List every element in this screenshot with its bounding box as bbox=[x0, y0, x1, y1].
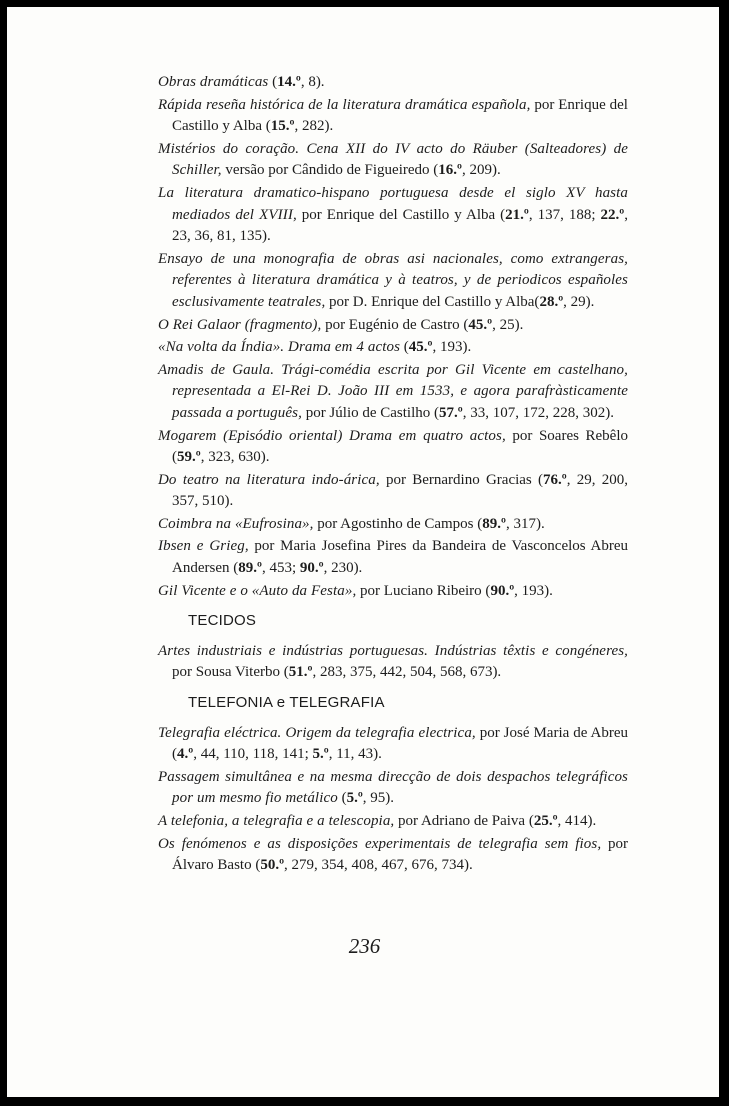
entry-author: por Eugénio de Castro ( bbox=[321, 316, 469, 333]
page-refs: , 23, 36, 81, 135). bbox=[172, 206, 628, 245]
volume-ref: 57.º bbox=[439, 404, 463, 421]
entry-title: Mistérios do coração. Cena XII do IV acto do Räuber (Salteadores) de Schiller, bbox=[158, 140, 628, 179]
entry-author: por Luciano Ribeiro ( bbox=[356, 582, 491, 599]
entry-title: «Na volta da Índia». Drama em 4 actos bbox=[158, 339, 401, 356]
entry bbox=[158, 95, 628, 138]
volume-ref: 76.º bbox=[543, 471, 567, 488]
page-refs: , 29, 200, 357, 510). bbox=[172, 471, 628, 510]
page-number: 236 bbox=[348, 934, 381, 958]
entry-title: Amadis de Gaula. Trági-comédia escrita por Gil Vicente em castelhano, representada a El-Rei D. João III em 1533, e agora parafràsticamente passada a português, bbox=[158, 361, 628, 421]
entry-title: A telefonia, a telegrafia e a telescopia, bbox=[158, 813, 395, 829]
volume-ref: 14.º bbox=[277, 74, 301, 90]
entry-title: Ensayo de una monografia de obras asi nacionales, como extrangeras, referentes à literatura dramática y à teatros, y de periodicos españoles esclusivamente teatrales, bbox=[158, 250, 628, 310]
page-refs: , 209). bbox=[461, 162, 501, 179]
page-refs: , 95). bbox=[362, 790, 395, 807]
entry-author: por Júlio de Castilho ( bbox=[301, 404, 440, 421]
volume-ref: 22.º bbox=[600, 206, 625, 223]
entry-author: por Sousa Viterbo ( bbox=[172, 664, 289, 681]
volume-ref: 59.º bbox=[177, 449, 201, 466]
page-refs: , 414). bbox=[557, 813, 597, 829]
entry-title: Passagem simultânea e na mesma direcção de dois despachos telegráficos por um mesmo fio metálico bbox=[158, 768, 628, 807]
entry bbox=[158, 315, 628, 337]
volume-ref: 5.º bbox=[346, 790, 363, 807]
entry-title: Obras dramáticas bbox=[158, 74, 269, 90]
entry bbox=[158, 337, 628, 359]
entry-author: por Maria Josefina Pires da Bandeira de Vasconcelos Abreu Andersen ( bbox=[172, 538, 628, 577]
entry-author: ( bbox=[268, 74, 278, 90]
bibliography-content bbox=[158, 72, 628, 878]
volume-ref: 4.º bbox=[177, 746, 194, 763]
volume-ref: 89.º bbox=[238, 560, 262, 577]
page-refs: , 283, 375, 442, 504, 568, 673). bbox=[312, 664, 502, 681]
section-heading-tecidos: TECIDOS bbox=[188, 612, 257, 630]
entry-author: por Enrique del Castillo y Alba ( bbox=[172, 96, 628, 135]
entry-title: Mogarem (Episódio oriental) Drama em quatro actos, bbox=[158, 427, 506, 444]
volume-ref: 45.º bbox=[408, 339, 433, 356]
page-refs: , 11, 43). bbox=[328, 746, 382, 763]
entry bbox=[158, 834, 628, 877]
entries-theatre bbox=[158, 72, 628, 602]
entry bbox=[158, 723, 628, 766]
entry bbox=[158, 767, 628, 810]
page-refs: , 230). bbox=[323, 560, 363, 577]
entry-title: Rápida reseña histórica de la literatura dramática española, bbox=[158, 96, 531, 113]
page-refs: , 279, 354, 408, 467, 676, 734). bbox=[284, 857, 473, 874]
page-refs: , 193). bbox=[432, 339, 472, 356]
volume-ref: 89.º bbox=[482, 515, 506, 532]
entry-author: por Álvaro Basto ( bbox=[172, 835, 628, 874]
volume-ref: 5.º bbox=[312, 746, 329, 763]
entry-title: Coimbra na «Eufrosina», bbox=[158, 515, 314, 532]
page-refs: , 193). bbox=[514, 582, 553, 599]
entry-author: ( bbox=[400, 339, 409, 356]
entry-author: ( bbox=[337, 790, 347, 807]
volume-ref: 90.º bbox=[299, 560, 324, 577]
volume-ref: 28.º bbox=[539, 293, 564, 310]
page-refs: , 8). bbox=[300, 74, 325, 90]
volume-ref: 16.º bbox=[438, 162, 462, 179]
entry bbox=[158, 581, 628, 603]
entry bbox=[158, 470, 628, 513]
entry bbox=[158, 139, 628, 182]
entry-title: Os fenómenos e as disposições experimentais de telegrafia sem fios, bbox=[158, 835, 602, 852]
entry bbox=[158, 72, 628, 94]
page-refs: , 453; bbox=[261, 560, 300, 577]
volume-ref: 50.º bbox=[260, 857, 285, 874]
entry-author: por Agostinho de Campos ( bbox=[313, 515, 483, 532]
entry-author: versão por Cândido de Figueiredo ( bbox=[221, 162, 439, 179]
section-heading-telefonia: TELEFONIA e TELEGRAFIA bbox=[188, 694, 385, 712]
entry-title: Artes industriais e indústrias portuguesas. Indústrias têxtis e congéneres, bbox=[158, 642, 628, 659]
entry bbox=[158, 183, 628, 248]
entry-title: Ibsen e Grieg, bbox=[158, 538, 249, 555]
entry bbox=[158, 360, 628, 425]
page-refs: , 44, 110, 118, 141; bbox=[193, 746, 313, 763]
entry-title: Gil Vicente e o «Auto da Festa», bbox=[158, 582, 357, 599]
entry-author: por Enrique del Castillo y Alba ( bbox=[296, 206, 506, 223]
volume-ref: 25.º bbox=[533, 813, 558, 829]
entry-author: por Soares Rebêlo ( bbox=[172, 427, 628, 466]
entries-telefonia bbox=[158, 723, 628, 877]
page-refs: , 282). bbox=[294, 118, 334, 135]
entry bbox=[158, 641, 628, 684]
entry-author: por José Maria de Abreu ( bbox=[172, 724, 628, 763]
entry-author: por D. Enrique del Castillo y Alba( bbox=[325, 293, 540, 310]
volume-ref: 90.º bbox=[490, 582, 515, 599]
entry-title: O Rei Galaor (fragmento), bbox=[158, 316, 322, 333]
page-refs: , 33, 107, 172, 228, 302). bbox=[462, 404, 614, 421]
entry bbox=[158, 811, 628, 833]
entry-title: La literatura dramatico-hispano portuguesa desde el siglo XV hasta mediados del XVIII, bbox=[158, 184, 628, 223]
page-refs: , 29). bbox=[563, 293, 595, 310]
page-refs: , 317). bbox=[505, 515, 545, 532]
page-refs: , 323, 630). bbox=[200, 449, 270, 466]
page-refs: , 25). bbox=[492, 316, 524, 333]
entry bbox=[158, 536, 628, 579]
entry bbox=[158, 426, 628, 469]
entry-author: por Adriano de Paiva ( bbox=[394, 813, 534, 829]
entry-title: Do teatro na literatura indo-árica, bbox=[158, 471, 380, 488]
entry-title: Telegrafia eléctrica. Origem da telegrafia electrica, bbox=[158, 724, 476, 741]
volume-ref: 45.º bbox=[468, 316, 493, 333]
entry-author: por Bernardino Gracias ( bbox=[379, 471, 544, 488]
volume-ref: 15.º bbox=[270, 118, 295, 135]
volume-ref: 21.º bbox=[505, 206, 529, 223]
volume-ref: 51.º bbox=[288, 664, 313, 681]
entries-tecidos bbox=[158, 641, 628, 684]
entry bbox=[158, 249, 628, 314]
entry bbox=[158, 514, 628, 536]
page-refs: , 137, 188; bbox=[528, 206, 601, 223]
